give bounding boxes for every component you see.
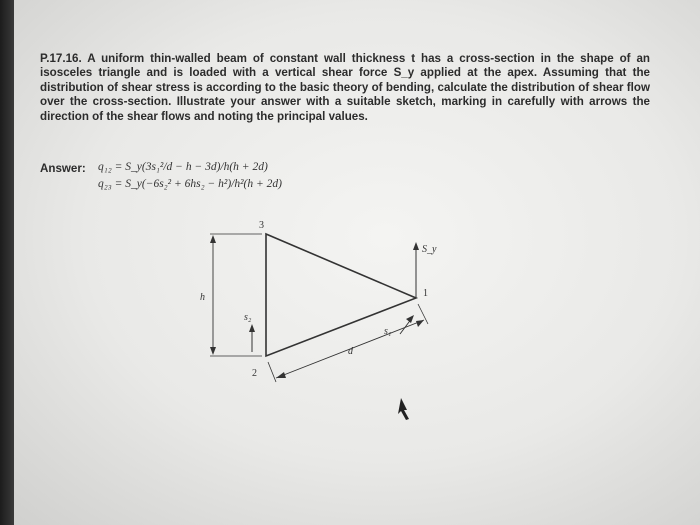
s1-arrow-head	[406, 315, 414, 323]
mouse-cursor-icon	[398, 398, 409, 420]
d-label: d	[348, 346, 353, 357]
d-extension-left	[268, 362, 276, 382]
sy-arrow-head	[413, 242, 419, 250]
answer-equation-q23: q₂₃ = S_y(−6s₂² + 6hs₂ − h²)/h²(h + 2d)	[98, 178, 282, 190]
answer-equation-q12: q₁₂ = S_y(3s₁²/d − h − 3d)/h(h + 2d)	[98, 161, 268, 173]
problem-statement: P.17.16. A uniform thin-walled beam of constant wall thickness t has a cross-section in the shape of an isosceles triangle and is loaded with a vertical shear force S_y applied at the apex. Assuming that the distribution of shear stress is according to the basic theory of bending, calculate the distribution of shear flow over the cross-section. Illustrate your answer with a suitable sketch, marking in carefully with arrows the direction of the shear flows and noting the principal values.	[40, 52, 650, 123]
d-arrow-right	[416, 320, 424, 327]
s1-label: s₁	[384, 326, 392, 337]
s2-label: s₂	[244, 312, 252, 323]
node-3-label: 3	[259, 220, 264, 231]
h-arrow-bottom	[210, 347, 216, 355]
h-arrow-top	[210, 235, 216, 243]
triangle-section	[266, 234, 416, 356]
sy-label: S_y	[422, 244, 437, 255]
h-label: h	[200, 292, 205, 303]
node-2-label: 2	[252, 368, 257, 379]
answer-label: Answer:	[40, 162, 86, 175]
d-arrow-left	[276, 372, 286, 378]
s2-arrow-head	[249, 324, 255, 332]
node-1-label: 1	[423, 288, 428, 299]
